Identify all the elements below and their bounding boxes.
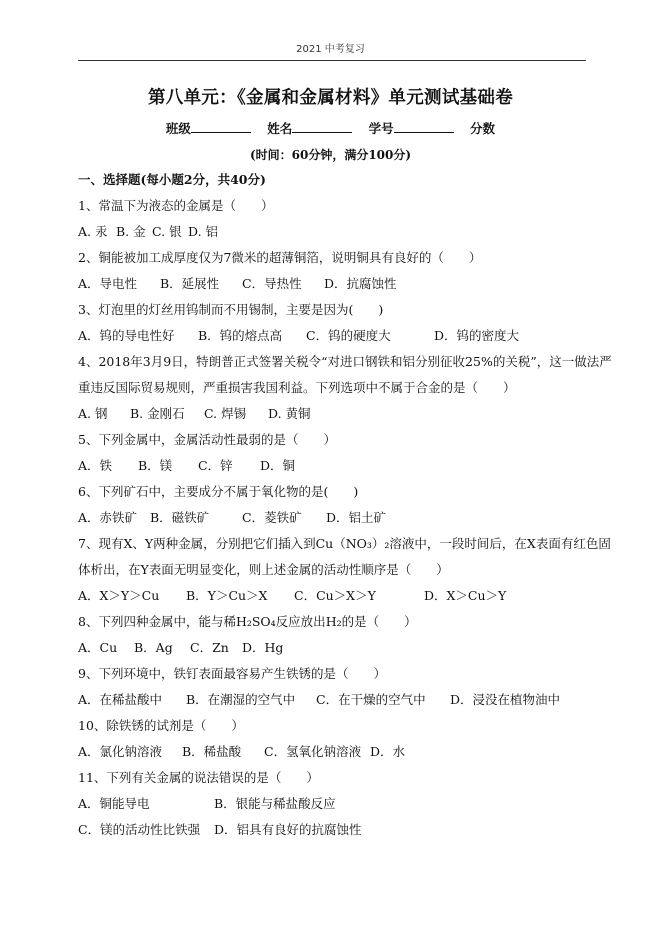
option: C．导热性 [242, 276, 302, 291]
option: A．铜能导电 [78, 796, 150, 811]
question-list [78, 171, 612, 847]
class-label: 班级 [165, 121, 191, 136]
option: D．Hg [242, 640, 284, 655]
question-stem: 6、下列矿石中，主要成分不属于氧化物的是( ) [78, 484, 359, 499]
option-row [78, 795, 590, 821]
question-stem: 9、下列环境中，铁钉表面最容易产生铁锈的是（ ） [78, 666, 386, 681]
option-row [78, 327, 590, 353]
option-row [78, 587, 590, 613]
option: B．银能与稀盐酸反应 [214, 796, 336, 811]
option-row [78, 405, 590, 431]
page-title: 第八单元：《金属和金属材料》单元测试基础卷 [147, 88, 514, 108]
option: A．X＞Y＞Cu [78, 588, 160, 603]
section-heading: 一、选择题(每小题2分，共40分) [78, 172, 266, 187]
question-stem-cont: 体析出，在Y表面无明显变化，则上述金属的活动性顺序是（ ） [78, 562, 449, 577]
time-note: (时间：60分钟，满分100分) [249, 148, 412, 162]
id-blank[interactable] [394, 120, 454, 133]
option: D．钨的密度大 [434, 328, 520, 343]
option: C．在干燥的空气中 [316, 692, 426, 707]
page-header: 2021 中考复习 [296, 44, 365, 55]
option: A．钨的导电性好 [78, 328, 175, 343]
question-stem: 4、2018年3月9日，特朗普正式签署关税令“对进口钢铁和铝分别征收25%的关税”，这一做法严 [78, 354, 612, 369]
option: D．铝具有良好的抗腐蚀性 [214, 822, 362, 837]
option-row [78, 223, 590, 249]
option: A．导电性 [78, 276, 138, 291]
option: B. 金 [116, 224, 146, 239]
option: C．菱铁矿 [242, 510, 302, 525]
option: B．稀盐酸 [182, 744, 242, 759]
option: D．X＞Cu＞Y [424, 588, 507, 603]
option-row [78, 821, 590, 847]
option: C．锌 [198, 458, 233, 473]
option: D．铝土矿 [326, 510, 387, 525]
option-row [78, 743, 590, 769]
option: A．在稀盐酸中 [78, 692, 163, 707]
option: B．钨的熔点高 [198, 328, 283, 343]
class-blank[interactable] [191, 120, 251, 133]
option: C. 焊锡 [204, 406, 247, 421]
option: C. 银 [152, 224, 182, 239]
option: A．Cu [78, 640, 118, 655]
option-row [78, 691, 590, 717]
student-info-line [0, 119, 661, 137]
option: C．Zn [190, 640, 229, 655]
option: A．铁 [78, 458, 113, 473]
option: A. 汞 [78, 224, 108, 239]
question-stem: 8、下列四种金属中，能与稀H₂SO₄反应放出H₂的是（ ） [78, 614, 417, 629]
option-row [78, 457, 590, 483]
name-label: 姓名 [267, 121, 293, 136]
question-stem: 1、常温下为液态的金属是（ ） [78, 198, 274, 213]
option: D．铜 [260, 458, 296, 473]
option-row [78, 275, 590, 301]
option: A. 钢 [78, 406, 108, 421]
header-rule [78, 60, 586, 61]
option: A．氯化钠溶液 [78, 744, 163, 759]
question-stem: 7、现有X、Y两种金属，分别把它们插入到Cu（NO₃）₂溶液中，一段时间后，在X表面有红色固 [78, 536, 611, 551]
score-label: 分数 [470, 121, 496, 136]
question-stem: 5、下列金属中，金属活动性最弱的是（ ） [78, 432, 336, 447]
option: B．延展性 [160, 276, 220, 291]
option-row [78, 509, 590, 535]
option: D．浸没在植物油中 [450, 692, 561, 707]
option: C．钨的硬度大 [306, 328, 391, 343]
question-stem: 10、除铁锈的试剂是（ ） [78, 718, 244, 733]
option: B．在潮湿的空气中 [186, 692, 296, 707]
question-stem: 11、下列有关金属的说法错误的是（ ） [78, 770, 319, 785]
option: A．赤铁矿 [78, 510, 138, 525]
option: D．抗腐蚀性 [324, 276, 397, 291]
option: B．Y＞Cu＞X [186, 588, 268, 603]
option: C．Cu＞X＞Y [294, 588, 376, 603]
option: D. 铝 [188, 224, 219, 239]
option: C．氢氧化钠溶液 [264, 744, 362, 759]
question-stem-cont: 重违反国际贸易规则，严重损害我国利益。下列选项中不属于合金的是（ ） [78, 380, 516, 395]
option: D．水 [370, 744, 406, 759]
option: B．磁铁矿 [150, 510, 210, 525]
option: B. 金刚石 [130, 406, 185, 421]
question-stem: 3、灯泡里的灯丝用钨制而不用锡制，主要是因为( ) [78, 302, 384, 317]
option: B．镁 [138, 458, 173, 473]
option: B．Ag [134, 640, 173, 655]
option: D. 黄铜 [268, 406, 311, 421]
question-stem: 2、铜能被加工成厚度仅为7微米的超薄铜箔，说明铜具有良好的（ ） [78, 250, 482, 265]
id-label: 学号 [368, 121, 394, 136]
option: C．镁的活动性比铁强 [78, 822, 201, 837]
option-row [78, 639, 590, 665]
name-blank[interactable] [292, 120, 352, 133]
